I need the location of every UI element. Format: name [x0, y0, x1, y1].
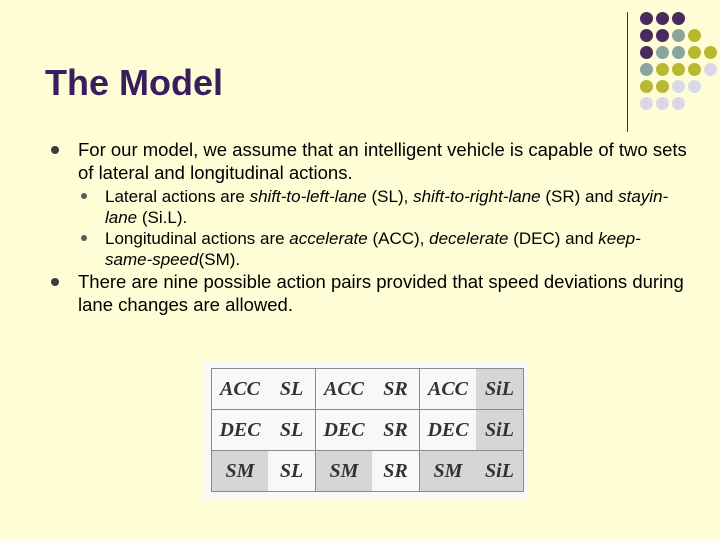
slide-title: The Model [45, 62, 223, 103]
decorative-dot [672, 80, 685, 93]
decorative-dot [672, 63, 685, 76]
table-cell: ACC SR [316, 369, 420, 410]
decorative-dot [672, 97, 685, 110]
sub-bullet-text: Lateral actions are shift-to-left-lane (SL), shift-to-right-lane (SR) and stayin- lane (Si.L). [105, 187, 669, 227]
decorative-dot [704, 46, 717, 59]
decorative-dot [672, 12, 685, 25]
bullet-dot-icon [81, 193, 87, 199]
table-cell: DEC SR [316, 410, 420, 451]
table-cell: DEC SiL [420, 410, 524, 451]
decorative-dot [640, 29, 653, 42]
bullet-text: For our model, we assume that an intelligent vehicle is capable of two sets of lateral and longitudinal actions. [78, 139, 687, 183]
table-cell: SM SL [212, 451, 316, 492]
decorative-dot [688, 46, 701, 59]
decorative-dot [688, 29, 701, 42]
table-row [212, 410, 524, 451]
table-row [212, 369, 524, 410]
decorative-dot [640, 46, 653, 59]
decorative-dot [656, 97, 669, 110]
sub-bullet-item [48, 186, 688, 228]
table-row [212, 451, 524, 492]
decorative-dot [688, 80, 701, 93]
decorative-dot [640, 80, 653, 93]
bullet-text: There are nine possible action pairs provided that speed deviations during lane changes are allowed. [78, 271, 684, 315]
decorative-dot [704, 63, 717, 76]
decorative-divider [627, 12, 628, 132]
decorative-dot [656, 29, 669, 42]
bullet-item [48, 270, 688, 316]
bullet-dot-icon [51, 146, 59, 154]
bullet-dot-icon [51, 278, 59, 286]
decorative-dot [656, 12, 669, 25]
decorative-dot [672, 29, 685, 42]
decorative-dot [656, 63, 669, 76]
decorative-dot [672, 46, 685, 59]
bullet-item [48, 138, 688, 184]
decorative-dot-grid [640, 10, 720, 130]
action-pairs-table [203, 361, 528, 499]
decorative-dot [640, 63, 653, 76]
decorative-dot [640, 97, 653, 110]
sub-bullet-item [48, 228, 688, 270]
bullet-list [48, 138, 688, 316]
bullet-dot-icon [81, 235, 87, 241]
sub-bullet-text: Longitudinal actions are accelerate (ACC), decelerate (DEC) and keep-same-speed(SM). [105, 229, 641, 269]
table-cell: SM SR [316, 451, 420, 492]
decorative-dot [656, 80, 669, 93]
table-cell: ACC SL [212, 369, 316, 410]
decorative-dot [656, 46, 669, 59]
table-cell: DEC SL [212, 410, 316, 451]
table-cell: SM SiL [420, 451, 524, 492]
decorative-dot [640, 12, 653, 25]
table-cell: ACC SiL [420, 369, 524, 410]
decorative-dot [688, 63, 701, 76]
